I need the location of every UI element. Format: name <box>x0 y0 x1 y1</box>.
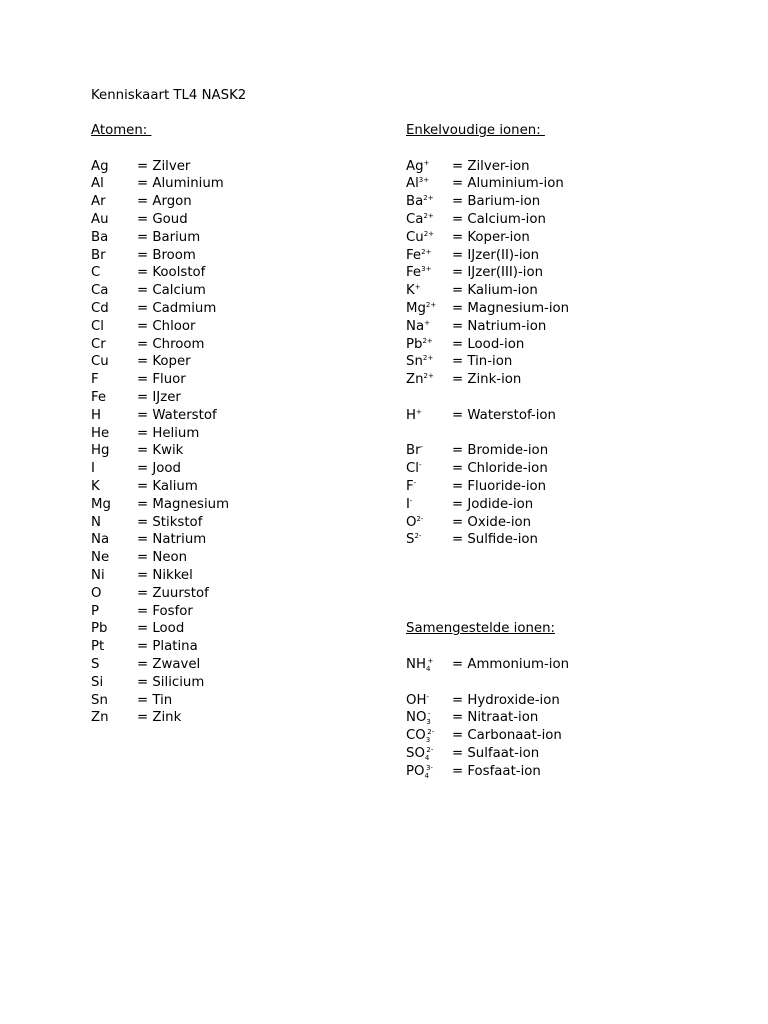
ion-name: = Barium-ion <box>452 194 541 210</box>
atom-row <box>91 353 391 371</box>
atom-row <box>91 229 391 247</box>
spacer <box>406 140 736 158</box>
atom-row <box>91 585 391 603</box>
ion-row <box>406 531 736 549</box>
ion-name: = Bromide-ion <box>452 443 549 459</box>
atom-row <box>91 692 391 710</box>
element-symbol: Br <box>91 247 106 263</box>
element-symbol: O <box>91 585 102 601</box>
ion-name: = Aluminium-ion <box>452 176 564 192</box>
ion-symbol: F <box>406 478 414 494</box>
ion-row <box>406 692 736 710</box>
ion-symbol: NH <box>406 656 426 672</box>
ion-charge: 3+ <box>421 265 432 274</box>
element-symbol: P <box>91 603 100 619</box>
element-name: = Tin <box>137 692 173 708</box>
atom-row <box>91 514 391 532</box>
ion-row <box>406 229 736 247</box>
ion-name: = Natrium-ion <box>452 318 547 334</box>
ion-formula <box>406 193 452 211</box>
ion-charge: - <box>413 478 417 487</box>
ion-name: = Lood-ion <box>452 336 525 352</box>
ion-subscript: 4 <box>424 771 429 780</box>
ion-formula <box>406 282 452 300</box>
element-symbol: F <box>91 372 99 388</box>
ion-subscript: 4 <box>425 664 431 673</box>
ion-row <box>406 656 736 674</box>
ion-formula <box>406 264 452 282</box>
ion-charge: 2- <box>414 532 422 541</box>
ion-subscript: 3 <box>425 736 431 745</box>
ion-name: = Nitraat-ion <box>452 710 539 726</box>
ion-charge: 2- <box>426 745 434 754</box>
atom-row <box>91 175 391 193</box>
element-symbol: Ne <box>91 550 110 566</box>
element-symbol: Mg <box>91 496 111 512</box>
ion-row <box>406 193 736 211</box>
ion-formula <box>406 371 452 389</box>
ion-name: = Hydroxide-ion <box>452 692 560 708</box>
element-name: = Zwavel <box>137 656 201 672</box>
ion-formula <box>406 175 452 193</box>
atom-row <box>91 567 391 585</box>
ion-charge: - <box>427 710 431 719</box>
atom-row <box>91 318 391 336</box>
element-name: = Zuurstof <box>137 585 209 601</box>
ion-symbol: OH <box>406 692 427 708</box>
ion-formula <box>406 745 452 763</box>
element-name: = Nikkel <box>137 567 193 583</box>
atom-row <box>91 407 391 425</box>
ion-formula <box>406 709 452 727</box>
element-name: = Neon <box>137 550 188 566</box>
samengestelde-ionen-heading: Samengestelde ionen: <box>406 621 555 637</box>
ion-charge: 2- <box>416 514 424 523</box>
element-name: = Zink <box>137 710 182 726</box>
element-name: = Aluminium <box>137 176 224 192</box>
ion-symbol: O <box>406 514 417 530</box>
ion-name: = Ammonium-ion <box>452 656 570 672</box>
element-name: = Zilver <box>137 158 191 174</box>
element-symbol: Ar <box>91 194 106 210</box>
ion-symbol: Na <box>406 318 425 334</box>
ion-symbol: Fe <box>406 265 422 281</box>
element-name: = Barium <box>137 229 201 245</box>
atomen-column <box>91 122 391 727</box>
element-name: = Cadmium <box>137 300 217 316</box>
element-name: = Koolstof <box>137 265 206 281</box>
ion-subscript: 4 <box>424 753 430 762</box>
atom-row <box>91 282 391 300</box>
ion-charge: 2+ <box>423 229 435 238</box>
element-name: = Chroom <box>137 336 205 352</box>
element-name: = Fosfor <box>137 603 193 619</box>
ion-formula <box>406 460 452 478</box>
element-symbol: Ca <box>91 283 109 299</box>
element-symbol: Cd <box>91 300 109 316</box>
atom-row <box>91 247 391 265</box>
element-symbol: N <box>91 514 101 530</box>
atom-row <box>91 460 391 478</box>
element-symbol: I <box>91 461 95 477</box>
atom-row <box>91 389 391 407</box>
element-symbol: Na <box>91 532 110 548</box>
element-symbol: Au <box>91 211 109 227</box>
atom-row <box>91 638 391 656</box>
atom-row <box>91 211 391 229</box>
atom-row <box>91 442 391 460</box>
spacer <box>406 638 736 656</box>
ion-row <box>406 460 736 478</box>
element-name: = IJzer <box>137 389 181 405</box>
ionen-column <box>406 122 736 780</box>
ion-row <box>406 336 736 354</box>
element-symbol: Ba <box>91 229 109 245</box>
ion-row <box>406 407 736 425</box>
ion-name: = Zilver-ion <box>452 158 530 174</box>
ion-row <box>406 709 736 727</box>
ion-formula <box>406 211 452 229</box>
ion-formula <box>406 442 452 460</box>
ion-row <box>406 763 736 781</box>
ion-name: = Fluoride-ion <box>452 478 547 494</box>
ion-formula <box>406 336 452 354</box>
ion-symbol: Pb <box>406 336 423 352</box>
ion-row <box>406 211 736 229</box>
atom-row <box>91 425 391 443</box>
ion-charge: + <box>427 656 434 665</box>
ion-row <box>406 442 736 460</box>
atom-row <box>91 300 391 318</box>
element-name: = Jood <box>137 461 182 477</box>
ion-name: = Zink-ion <box>452 372 522 388</box>
ion-charge: - <box>420 443 424 452</box>
element-symbol: He <box>91 425 110 441</box>
element-symbol: Fe <box>91 389 107 405</box>
element-symbol: Cr <box>91 336 106 352</box>
element-symbol: Pb <box>91 621 108 637</box>
ion-formula <box>406 656 452 674</box>
spacer <box>406 425 736 443</box>
ion-row <box>406 282 736 300</box>
element-name: = Kalium <box>137 478 198 494</box>
ion-formula <box>406 496 452 514</box>
ion-row <box>406 300 736 318</box>
element-symbol: Hg <box>91 443 110 459</box>
document-title: Kenniskaart TL4 NASK2 <box>91 88 247 103</box>
ion-symbol: Ag <box>406 158 424 174</box>
atom-row <box>91 709 391 727</box>
atom-row <box>91 549 391 567</box>
ion-formula <box>406 353 452 371</box>
atom-row <box>91 336 391 354</box>
element-symbol: Al <box>91 176 104 192</box>
element-name: = Lood <box>137 621 185 637</box>
atom-row <box>91 264 391 282</box>
ion-charge: + <box>414 283 421 292</box>
element-name: = Chloor <box>137 318 196 334</box>
ion-name: = Waterstof-ion <box>452 407 556 423</box>
ion-formula <box>406 229 452 247</box>
atom-row <box>91 620 391 638</box>
element-symbol: Sn <box>91 692 108 708</box>
atom-row <box>91 656 391 674</box>
element-name: = Silicium <box>137 674 205 690</box>
ion-symbol: Zn <box>406 372 424 388</box>
ion-name: = Calcium-ion <box>452 211 546 227</box>
ion-row <box>406 158 736 176</box>
element-name: = Helium <box>137 425 200 441</box>
ion-name: = Sulfaat-ion <box>452 745 540 761</box>
element-symbol: C <box>91 265 101 281</box>
ion-symbol: PO <box>406 763 425 779</box>
ion-symbol: Cu <box>406 229 424 245</box>
element-name: = Stikstof <box>137 514 203 530</box>
ion-formula <box>406 763 452 781</box>
element-name: = Waterstof <box>137 407 217 423</box>
ion-charge: 2+ <box>423 194 434 203</box>
ion-charge: + <box>423 158 430 167</box>
ion-name: = Magnesium-ion <box>452 300 570 316</box>
element-name: = Natrium <box>137 532 207 548</box>
ion-row <box>406 745 736 763</box>
ion-name: = Carbonaat-ion <box>452 728 562 744</box>
enkelvoudige-ionen-list <box>406 158 736 550</box>
ion-formula <box>406 478 452 496</box>
ion-charge: 3- <box>425 763 433 772</box>
ion-name: = Sulfide-ion <box>452 532 538 548</box>
ion-symbol: H <box>406 407 416 423</box>
element-symbol: H <box>91 407 101 423</box>
ion-row <box>406 264 736 282</box>
element-symbol: Si <box>91 674 104 690</box>
ion-formula <box>406 158 452 176</box>
ion-symbol: Ba <box>406 194 424 210</box>
ion-charge: - <box>418 461 422 470</box>
element-symbol: Pt <box>91 639 105 655</box>
atomen-heading: Atomen: <box>91 123 152 138</box>
ion-name: = Oxide-ion <box>452 514 532 530</box>
atom-row <box>91 603 391 621</box>
ion-charge: 2+ <box>422 354 434 363</box>
element-name: = Magnesium <box>137 496 230 512</box>
ion-row <box>406 353 736 371</box>
ion-name: = Jodide-ion <box>452 496 534 512</box>
element-symbol: Ni <box>91 567 105 583</box>
ion-symbol: Cl <box>406 461 419 477</box>
ion-symbol: NO <box>406 710 427 726</box>
element-symbol: Cl <box>91 318 104 334</box>
element-name: = Platina <box>137 639 198 655</box>
spacer <box>406 567 736 585</box>
ion-formula <box>406 407 452 425</box>
atom-row <box>91 674 391 692</box>
ion-charge: 2+ <box>423 372 434 381</box>
spacer <box>406 603 736 621</box>
ion-name: = Chloride-ion <box>452 461 548 477</box>
element-symbol: S <box>91 656 100 672</box>
ion-name: = IJzer(II)-ion <box>452 247 540 263</box>
ion-symbol: Al <box>406 176 419 192</box>
atom-row <box>91 478 391 496</box>
ion-charge: 2+ <box>425 300 437 309</box>
ion-charge: - <box>426 692 429 701</box>
samengestelde-ionen-list <box>406 656 736 781</box>
element-symbol: Ag <box>91 158 109 174</box>
ion-symbol: CO <box>406 728 426 744</box>
spacer <box>406 549 736 567</box>
element-symbol: Zn <box>91 710 109 726</box>
ion-formula <box>406 300 452 318</box>
ion-formula <box>406 727 452 745</box>
ion-row <box>406 478 736 496</box>
spacer <box>406 585 736 603</box>
spacer <box>91 140 391 158</box>
ion-symbol: K <box>406 283 415 299</box>
ion-symbol: Sn <box>406 354 423 370</box>
atom-row <box>91 371 391 389</box>
element-symbol: K <box>91 478 100 494</box>
element-name: = Argon <box>137 194 192 210</box>
ion-formula <box>406 692 452 710</box>
ion-row <box>406 247 736 265</box>
ion-symbol: Ca <box>406 211 424 227</box>
spacer <box>406 674 736 692</box>
ion-charge: + <box>416 407 422 416</box>
ion-name: = Tin-ion <box>452 354 513 370</box>
ion-symbol: Fe <box>406 247 422 263</box>
ion-row <box>406 727 736 745</box>
ion-name: = IJzer(III)-ion <box>452 265 544 281</box>
ion-charge: 2+ <box>422 336 433 345</box>
ion-name: = Fosfaat-ion <box>452 763 541 779</box>
element-symbol: Cu <box>91 354 109 370</box>
ion-formula <box>406 514 452 532</box>
ion-charge: 2+ <box>421 247 432 256</box>
enkelvoudige-ionen-heading: Enkelvoudige ionen: <box>406 123 545 138</box>
ion-row <box>406 175 736 193</box>
element-name: = Kwik <box>137 443 184 459</box>
ion-subscript: 3 <box>426 718 431 727</box>
ion-formula <box>406 318 452 336</box>
ion-symbol: I <box>406 496 410 512</box>
atom-row <box>91 531 391 549</box>
ion-row <box>406 318 736 336</box>
ion-row <box>406 514 736 532</box>
element-name: = Calcium <box>137 283 206 299</box>
ion-row <box>406 371 736 389</box>
atom-row <box>91 496 391 514</box>
element-name: = Goud <box>137 211 188 227</box>
ion-charge: - <box>409 496 413 505</box>
ion-formula <box>406 247 452 265</box>
atomen-list <box>91 158 391 728</box>
ion-row <box>406 496 736 514</box>
atom-row <box>91 158 391 176</box>
spacer <box>406 389 736 407</box>
ion-symbol: Mg <box>406 300 426 316</box>
ion-symbol: S <box>406 532 415 548</box>
element-name: = Koper <box>137 354 191 370</box>
ion-symbol: SO <box>406 745 425 761</box>
ion-name: = Kalium-ion <box>452 283 538 299</box>
ion-charge: 2+ <box>423 211 434 220</box>
ion-name: = Koper-ion <box>452 229 530 245</box>
ion-charge: 2- <box>427 728 435 737</box>
ion-charge: + <box>424 318 430 327</box>
atom-row <box>91 193 391 211</box>
ion-symbol: Br <box>406 443 421 459</box>
element-name: = Fluor <box>137 372 186 388</box>
ion-formula <box>406 531 452 549</box>
element-name: = Broom <box>137 247 196 263</box>
ion-charge: 3+ <box>418 176 430 185</box>
